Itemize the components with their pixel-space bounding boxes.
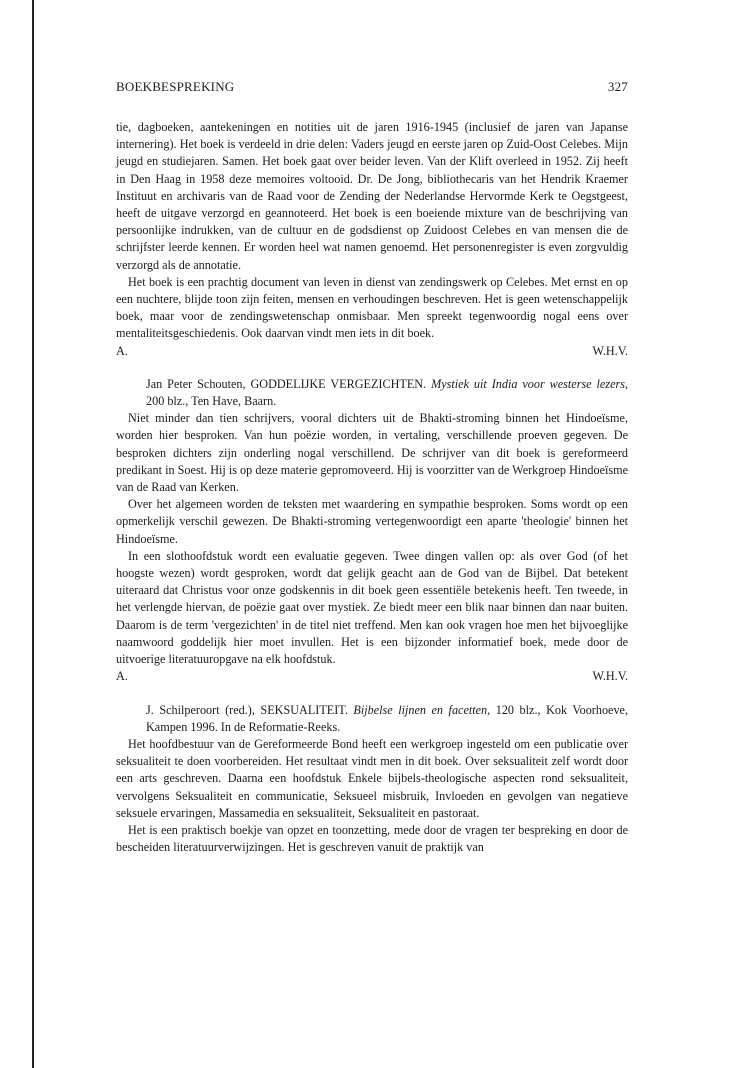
page-number: 327 [607,79,628,94]
review1-paragraph: Het boek is een prachtig document van leven in dienst van zendingswerk op Celebes. Met ernst en op een nuchtere, blijde toon zijn feiten, mensen en verhoudingen beschreven. Het is geen wetenschappelijk boek, maar voor de zendingswetenschap onmisbaar. Men spreekt tegenwoordig nogal eens over mentaliteitsgeschiedenis. Ook daarvan vindt men iets in dit boek. [116,274,628,341]
review2-paragraph: In een slothoofdstuk wordt een evaluatie gegeven. Twee dingen vallen op: als over God (of het hoogste wezen) wordt gesproken, wordt dat gelijk geacht aan de God van de Bijbel. Dat betekent uiteraard dat Christus voor onze godskennis in dit boek geen essentiële betekenis heeft. Ten tweede, in het verlengde hiervan, de poëzie gaat over mystiek. Ze biedt meer een blik naar binnen dan naar buiten. Daarom is de term 'vergezichten' in de titel niet treffend. Men kan ook vragen hoe men het bijvoeglijke naamwoord goddelijk hier moet invullen. Het is een bijzonder informatief boek, mede door de uitvoerige literatuuropgave na elk hoofdstuk. [116,548,628,667]
bib-publication: 200 blz., Ten Have, Baarn. [146,394,277,409]
signature-author: W.H.V. [592,669,628,684]
signature-initial: A. [116,343,128,358]
review2-paragraph: Over het algemeen worden de teksten met waardering en sympathie besproken. Soms wordt op een opmerkelijk verschil gewezen. De Bhakti-stroming vertegenwoordigt een aparte 'theologie' binnen het Hindoeïsme. [116,497,628,546]
review2-bibliography [116,376,628,410]
review1-signature [116,343,628,360]
review3-paragraph: Het is een praktisch boekje van opzet en toonzetting, mede door de vragen ter bespreking en door de bescheiden literatuurverwijzingen. Het is geschreven vanuit de praktijk van [116,822,628,855]
signature-author: W.H.V. [592,343,628,358]
signature-initial: A. [116,669,128,684]
header-title: BOEKBESPREKING [116,79,235,94]
bib-author-title: J. Schilperoort (red.), SEKSUALITEIT. [146,702,348,717]
review2-signature [116,668,628,685]
bib-subtitle: Bijbelse lijnen en facetten, [353,702,491,717]
review3-paragraph: Het hoofdbestuur van de Gereformeerde Bond heeft een werkgroep ingesteld om een publicatie over seksualiteit te doen voorbereiden. Het resultaat vindt men in dit boek. Over seksualiteit zelf wordt door een arts geschreven. Daarna een hoofdstuk Enkele bijbels-theologische aspecten rond seksualiteit, vervolgens Seksualiteit en communicatie, Seksueel misbruik, Invloeden en gevolgen van negatieve seksuele ervaringen, Massamedia en seksualiteit, Seksualiteit en pastoraat. [116,736,628,820]
bib-author-title: Jan Peter Schouten, GODDELIJKE VERGEZICHTEN. [146,376,427,391]
review2-paragraph: Niet minder dan tien schrijvers, vooral dichters uit de Bhakti-stroming binnen het Hindoeïsme, worden hier besproken. Van hun poëzie worden, in vertaling, verschillende proeven gegeven. De besproken dichters zijn onderling nogal verschillend. De schrijver van dit boek is gereformeerd predikant in Soest. Hij is op deze materie gepromoveerd. Hij is voorzitter van de Werkgroep Hindoeïsme van de Raad van Kerken. [116,411,628,495]
running-header [116,79,628,97]
page-binding-edge [32,0,34,1068]
bib-subtitle: Mystiek uit India voor westerse lezers, [431,376,629,391]
bib-publication: 120 blz., Kok Voorhoeve, Kampen 1996. In de Reformatie-Reeks. [146,702,629,734]
review3-bibliography [116,702,628,736]
review1-paragraph: tie, dagboeken, aantekeningen en notities uit de jaren 1916-1945 (inclusief de jaren van Japanse internering). Het boek is verdeeld in drie delen: Vaders jeugd en eerste jaren op Zuid-Oost Celebes. Mijn jeugd en studiejaren. Samen. Het boek gaat over beider leven. Van der Klift overleed in 1952. Zij heeft in Den Haag in 1958 deze memoires voltooid. Dr. De Jong, bibliothecaris van het Hendrik Kraemer Instituut en archivaris van de Raad voor de Zending der Nederlandse Hervormde Kerk te Oegstgeest, heeft de uitgave verzorgd en geannoteerd. Het boek is een boeiende mixture van de beschrijving van persoonlijke indrukken, van de cultuur en de godsdienst op Zuidoost Celebes en van mensen die de schrijfster leerde kennen. Er worden heel wat namen genoemd. Het personenregister is even zorgvuldig verzorgd als de annotatie. [116,120,628,272]
page-body [116,119,628,856]
